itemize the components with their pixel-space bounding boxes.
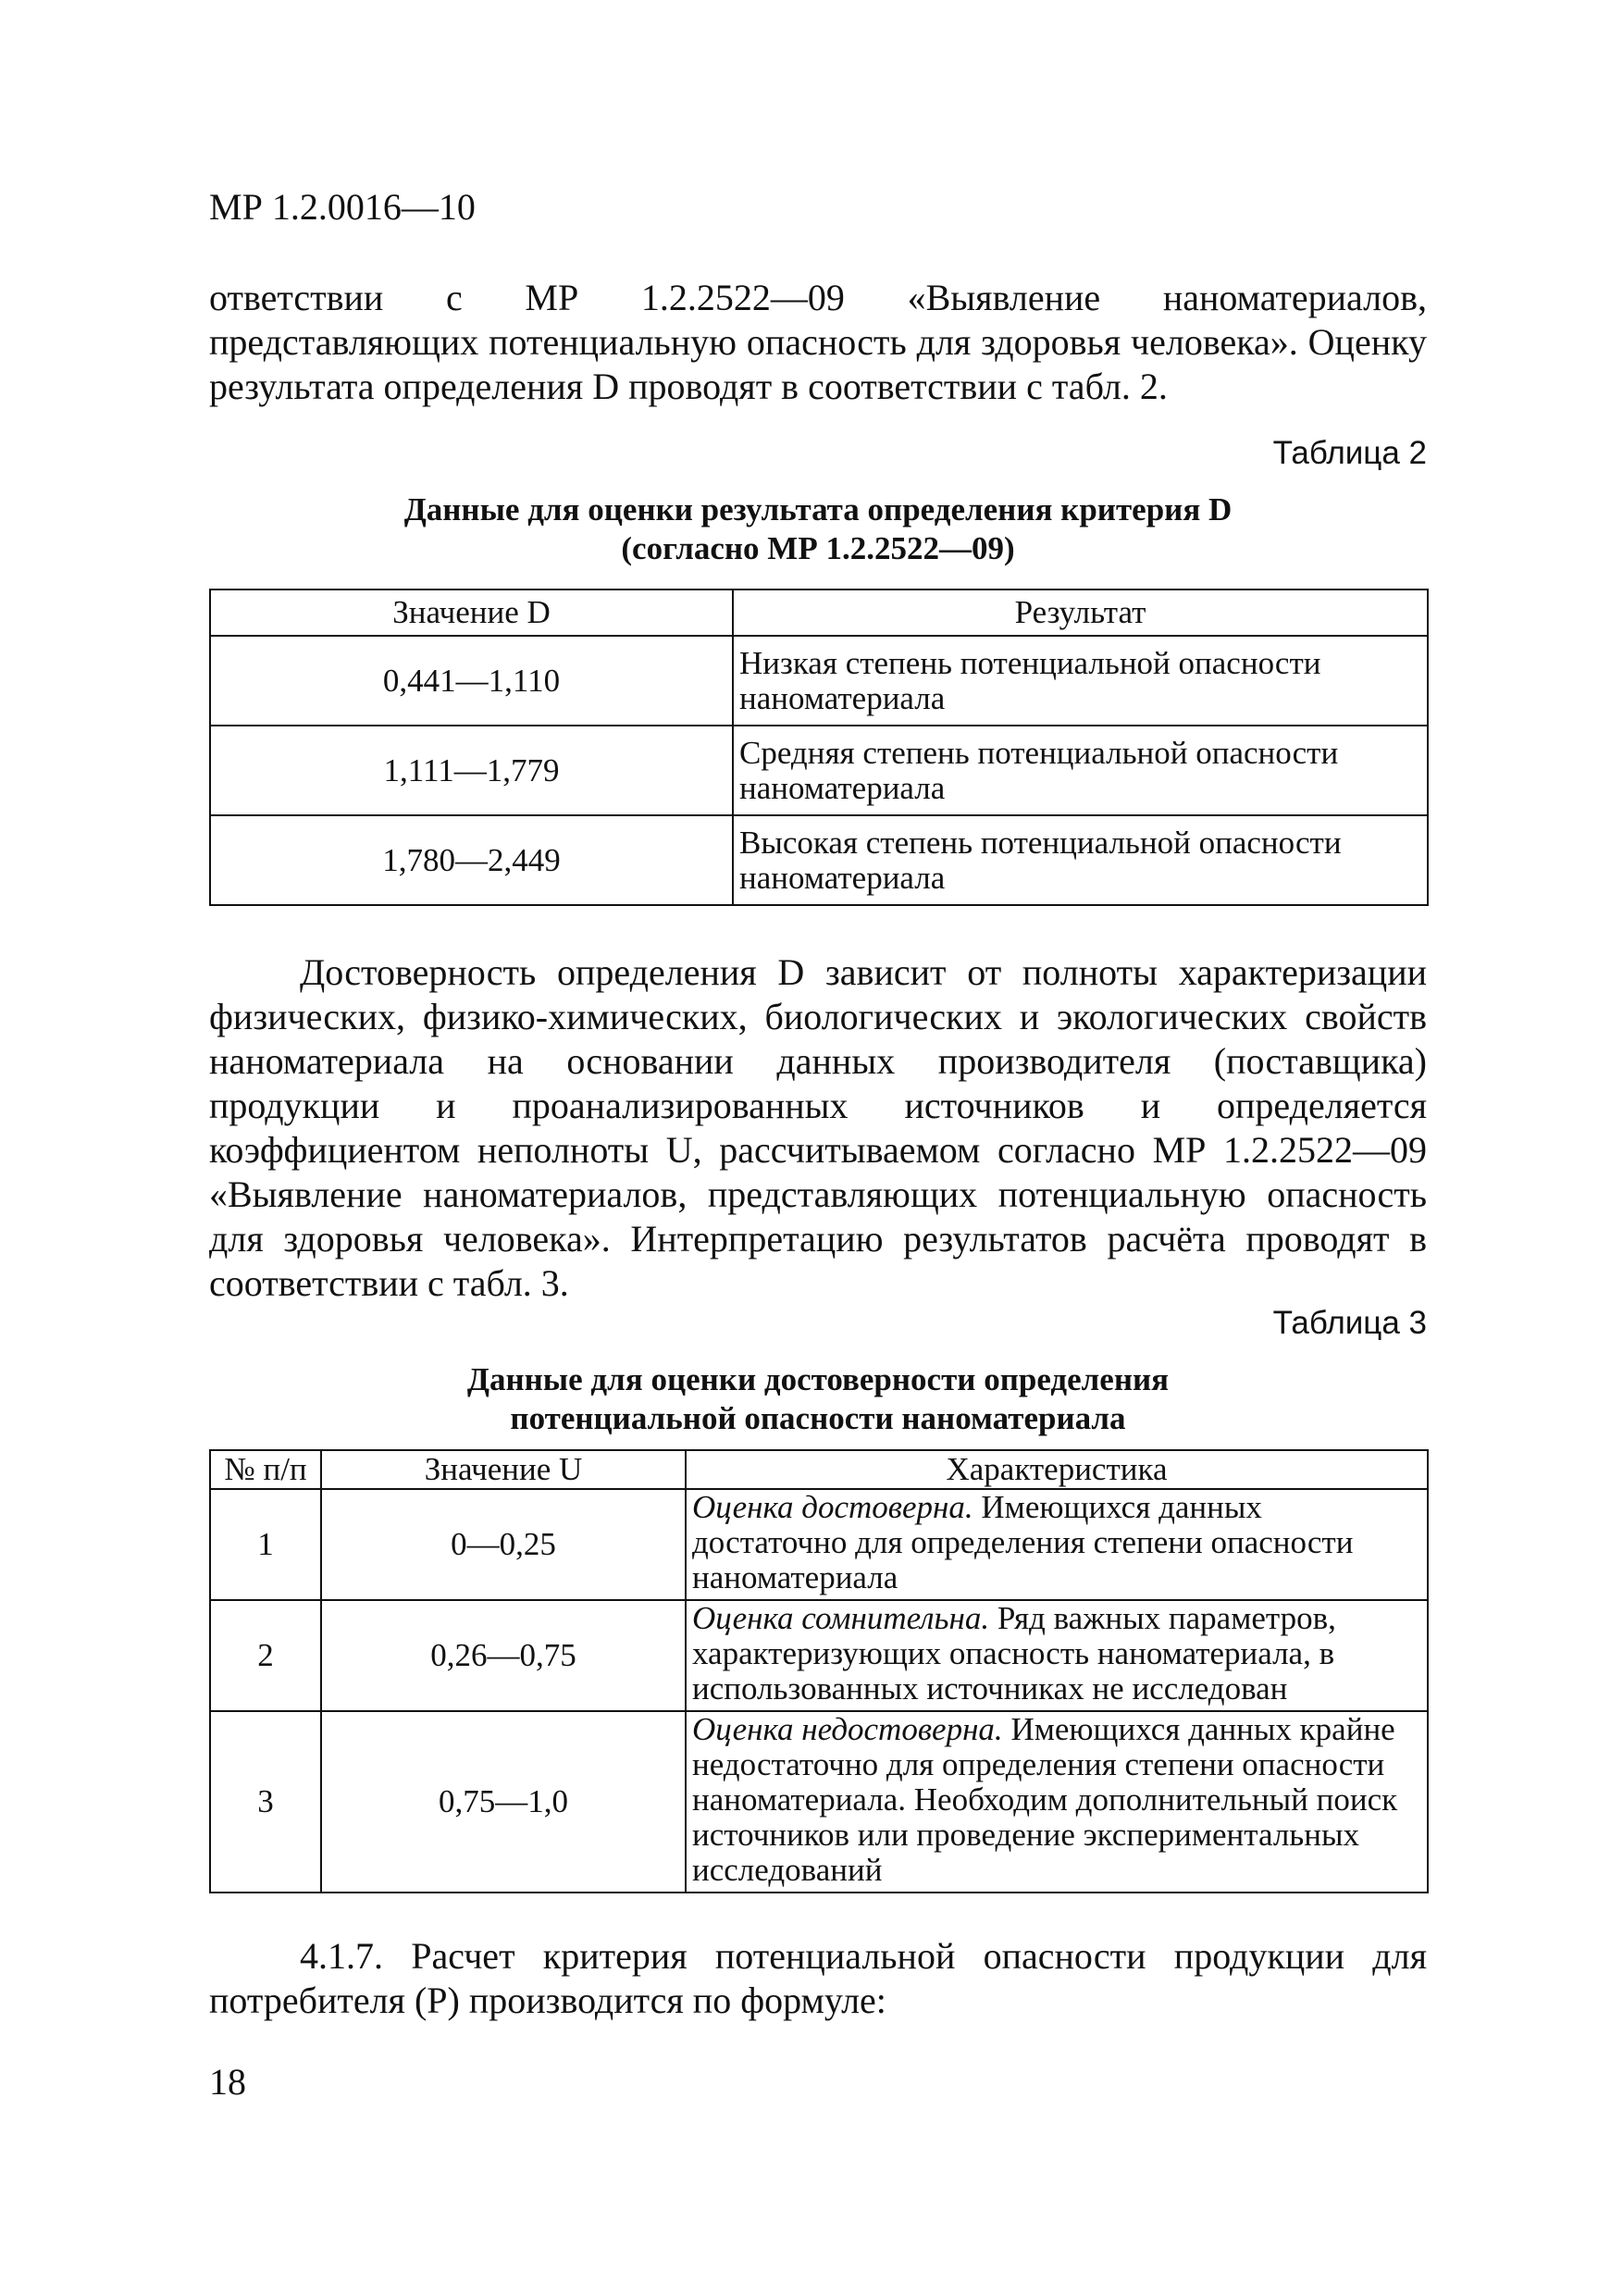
table3-title-line1: Данные для оценки достоверности определения [466, 1361, 1170, 1397]
table2-title [209, 490, 1427, 568]
document-code-header: МР 1.2.0016—10 [209, 186, 476, 228]
middle-text: Достоверность определения D зависит от полноты характеризации физических, физико-химических, биологических и экологических свойств наноматериала на основании данных производителя (поставщика) продукции и проанализированных источников и определяется коэффициентом неполноты U, рассчитываемом согласно МР 1.2.2522—09 «Выявление наноматериалов, представляющих потенциальную опасность для здоровья человека». Интерпретацию результатов расчёта проводят в соответствии с табл. 3. [209, 951, 1427, 1304]
table2-header-result: Результат [733, 590, 1428, 636]
table3-title-line2: потенциальной опасности наноматериала [510, 1400, 1126, 1436]
table2 [209, 589, 1429, 906]
table3-title [209, 1360, 1427, 1438]
table2-title-line1: Данные для оценки результата определения критерия D [403, 491, 1233, 527]
table2-cell-result: Средняя степень потенциальной опасности наноматериала [733, 726, 1428, 815]
table3-cell-value: 0,75—1,0 [321, 1711, 686, 1893]
table-row [210, 636, 1428, 726]
section-text: 4.1.7. Расчет критерия потенциальной опасности продукции для потребителя (Р) производится по формуле: [209, 1935, 1427, 2021]
table3-cell-verdict: Оценка достоверна. [692, 1489, 973, 1525]
table3-header-row [210, 1450, 1428, 1489]
table3-cell-text: Имеющихся данных достаточно для определения степени опасности наноматериала [692, 1489, 1354, 1595]
table2-cell-value: 1,780—2,449 [210, 815, 733, 905]
table3-cell-verdict: Оценка сомнительна. [692, 1600, 990, 1636]
table2-header-value: Значение D [210, 590, 733, 636]
table3-cell-characteristic [686, 1489, 1428, 1600]
table2-cell-value: 1,111—1,779 [210, 726, 733, 815]
table3-cell-characteristic [686, 1600, 1428, 1711]
table3-label: Таблица 3 [1272, 1305, 1427, 1341]
table3 [209, 1449, 1429, 1893]
table3-cell-num: 3 [210, 1711, 321, 1893]
table-row [210, 726, 1428, 815]
table2-label: Таблица 2 [1272, 435, 1427, 471]
table3-cell-value: 0,26—0,75 [321, 1600, 686, 1711]
table3-cell-text: Ряд важных параметров, характеризующих опасность наноматериала, в использованных источниках не исследован [692, 1600, 1336, 1706]
table3-cell-value: 0—0,25 [321, 1489, 686, 1600]
page-number: 18 [209, 2061, 246, 2103]
table3-cell-text: Имеющихся данных крайне недостаточно для определения степени опасности наноматериала. Необходим дополнительный поиск источников или проведение экспериментальных исследований [692, 1711, 1398, 1888]
intro-text: ответствии с МР 1.2.2522—09 «Выявление наноматериалов, представляющих потенциальную опасность для здоровья человека». Оценку результата определения D проводят в соответствии с табл. 2. [209, 277, 1427, 407]
table2-header-row [210, 590, 1428, 636]
middle-paragraph [209, 950, 1427, 1306]
table2-title-line2: (согласно МР 1.2.2522—09) [621, 530, 1015, 566]
table-row [210, 1600, 1428, 1711]
table-row [210, 1711, 1428, 1893]
table3-cell-num: 2 [210, 1600, 321, 1711]
table3-cell-verdict: Оценка недостоверна. [692, 1711, 1003, 1747]
table3-header-value: Значение U [321, 1450, 686, 1489]
table3-header-characteristic: Характеристика [686, 1450, 1428, 1489]
intro-paragraph [209, 276, 1427, 409]
section-4-1-7 [209, 1934, 1427, 2023]
table3-cell-characteristic [686, 1711, 1428, 1893]
table3-header-num: № п/п [210, 1450, 321, 1489]
table2-cell-value: 0,441—1,110 [210, 636, 733, 726]
table-row [210, 1489, 1428, 1600]
table3-cell-num: 1 [210, 1489, 321, 1600]
table2-cell-result: Высокая степень потенциальной опасности наноматериала [733, 815, 1428, 905]
table2-cell-result: Низкая степень потенциальной опасности наноматериала [733, 636, 1428, 726]
table-row [210, 815, 1428, 905]
